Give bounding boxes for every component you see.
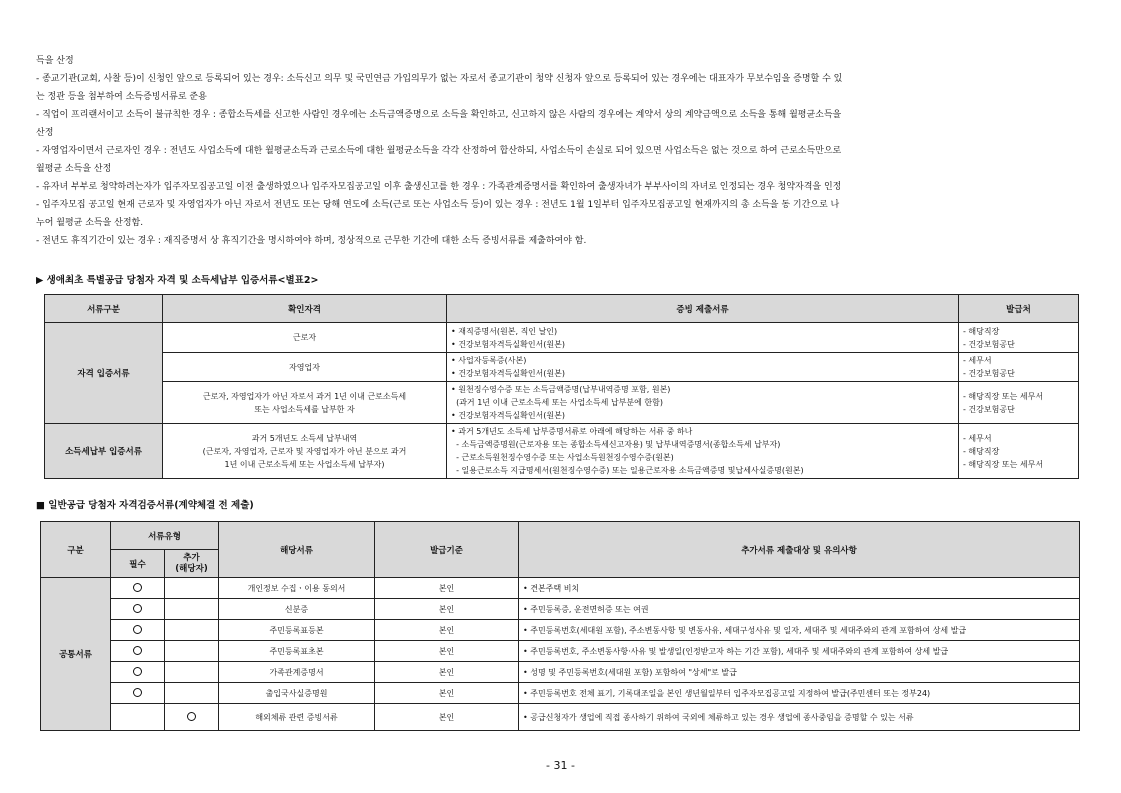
header-basis: 발급기준 [375,522,519,578]
required-mark [111,683,165,704]
note-cell: • 주민등록번호, 주소변동사항·사유 및 발생일(인정받고자 하는 기간 포함), 세대주 및 세대주와의 관계 포함하여 상세 발급 [519,641,1080,662]
issuer-cell: - 해당직장 또는 세무서 - 건강보험공단 [959,382,1079,424]
proof-docs-cell: • 원천징수영수증 또는 소득금액증명(납부내역증명 포함, 원본) (과거 1년 이내 근로소득세 또는 사업소득세 납부분에 한함) • 건강보험자격득실확인서(원본) [447,382,959,424]
issuer-cell: - 세무서 - 건강보험공단 [959,353,1079,382]
header-document: 해당서류 [219,522,375,578]
circle-mark [133,625,142,634]
required-mark [111,704,165,731]
general-supply-docs-table [40,521,1080,731]
circle-mark [187,712,196,721]
proof-docs-cell: • 재직증명서(원본, 직인 날인) • 건강보험자격득실확인서(원본) [447,323,959,353]
additional-mark [165,578,219,599]
basis-cell: 본인 [375,683,519,704]
note-line: 누어 월평균 소득을 산정함. [36,218,144,228]
note-cell: • 견본주택 비치 [519,578,1080,599]
note-line: - 유자녀 부부로 청약하려는자가 입주자모집공고일 이전 출생하였으나 입주자모집공고일 이후 출생신고를 한 경우 : 가족관계증명서를 확인하여 출생자녀가 부부사이의 자녀로 인정되는 경우 청약자격을 인정 [36,182,842,192]
basis-cell: 본인 [375,641,519,662]
note-line: 득을 산정 [36,56,74,66]
note-line: 월평균 소득을 산정 [36,164,112,174]
required-mark [111,620,165,641]
section2-heading: ■ 일반공급 당첨자 자격검증서류(계약체결 전 제출) [36,500,254,511]
note-cell: • 공급신청자가 생업에 직접 종사하기 위하여 국외에 체류하고 있는 경우 생업에 종사중임을 증명할 수 있는 서류 [519,704,1080,731]
note-cell: • 성명 및 주민등록번호(세대원 포함) 포함하여 "상세"로 발급 [519,662,1080,683]
document-cell: 신분증 [219,599,375,620]
header-proof-docs: 증빙 제출서류 [447,295,959,323]
note-line: - 직업이 프리랜서이고 소득이 불규칙한 경우 : 종합소득세를 신고한 사람인 경우에는 소득금액증명으로 소득을 확인하고, 신고하지 않은 사람의 경우에는 계약서 상의 계약금액으로 소득을 통해 월평균소득을 [36,110,842,120]
document-cell: 주민등록표등본 [219,620,375,641]
note-line: 산정 [36,128,54,138]
additional-mark [165,641,219,662]
basis-cell: 본인 [375,620,519,641]
additional-mark [165,662,219,683]
document-cell: 주민등록표초본 [219,641,375,662]
header-category: 구분 [41,522,111,578]
issuer-cell: - 해당직장 - 건강보험공단 [959,323,1079,353]
qualification-cell: 과거 5개년도 소득세 납부내역 (근로자, 자영업자, 근로자 및 자영업자가 아닌 분으로 과거 1년 이내 근로소득세 또는 사업소득세 납부자) [163,424,447,479]
note-line: - 종교기관(교회, 사찰 등)이 신청인 앞으로 등록되어 있는 경우: 소득신고 의무 및 국민연금 가입의무가 없는 자로서 종교기관이 청약 신청자 앞으로 등록되어 있는 경우에는 대표자가 무보수임을 증명할 수 있 [36,74,843,84]
required-mark [111,641,165,662]
note-line: - 입주자모집 공고일 현재 근로자 및 자영업자가 아닌 자로서 전년도 또는 당해 연도에 소득(근로 또는 사업소득 등)이 있는 경우 : 전년도 1월 1일부터 입주자모집공고일 현재까지의 총 소득을 동 기간으로 나 [36,200,840,210]
header-notes: 추가서류 제출대상 및 유의사항 [519,522,1080,578]
required-mark [111,599,165,620]
document-cell: 해외체류 관련 증빙서류 [219,704,375,731]
additional-mark [165,599,219,620]
header-qualification: 확인자격 [163,295,447,323]
note-cell: • 주민등록번호 전체 표기, 기록대조일을 본인 생년월일부터 입주자모집공고일 지정하여 발급(주민센터 또는 정부24) [519,683,1080,704]
group-income-tax-docs: 소득세납부 입증서류 [45,424,163,479]
basis-cell: 본인 [375,599,519,620]
qualification-cell: 자영업자 [163,353,447,382]
additional-mark [165,683,219,704]
group-qualification-docs: 자격 입증서류 [45,323,163,424]
note-cell: • 주민등록번호(세대원 포함), 주소변동사항 및 변동사유, 세대구성사유 및 일자, 세대주 및 세대주와의 관계 포함하여 상세 발급 [519,620,1080,641]
proof-docs-cell: • 사업자등록증(사본) • 건강보험자격득실확인서(원본) [447,353,959,382]
circle-mark [133,688,142,697]
required-mark [111,578,165,599]
basis-cell: 본인 [375,662,519,683]
proof-docs-cell: • 과거 5개년도 소득세 납부증명서류로 아래에 해당하는 서류 중 하나 - 소득금액증명원(근로자용 또는 종합소득세신고자용) 및 납부내역증명서(종합소득세 납부자) - 근로소득원천징수영수증 또는 사업소득원천징수영수증(원본) - 일용근로소득 지급명세서(원천징수영수증) 또는 일용근로자용 소득금액증명 및납세사실증명(원본) [447,424,959,479]
first-home-docs-table [44,294,1079,479]
note-line: - 자영업자이면서 근로자인 경우 : 전년도 사업소득에 대한 월평균소득과 근로소득에 대한 월평균소득을 각각 산정하여 합산하되, 사업소득이 손실로 되어 있으면 사업소득은 없는 것으로 하여 근로소득만으로 [36,146,842,156]
note-line: - 전년도 휴직기간이 있는 경우 : 재직증명서 상 휴직기간을 명시하여야 하며, 정상적으로 근무한 기간에 대한 소득 증빙서류를 제출하여야 함. [36,236,587,246]
qualification-cell: 근로자, 자영업자가 아닌 자로서 과거 1년 이내 근로소득세 또는 사업소득세를 납부한 자 [163,382,447,424]
document-cell: 출입국사실증명원 [219,683,375,704]
section1-heading: ▶ 생애최초 특별공급 당첨자 자격 및 소득세납부 입증서류<별표2> [36,275,319,286]
basis-cell: 본인 [375,704,519,731]
issuer-cell: - 세무서 - 해당직장 - 해당직장 또는 세무서 [959,424,1079,479]
header-additional: 추가 (해당자) [165,550,219,578]
page-number: - 31 - [546,759,575,772]
header-doc-category: 서류구분 [45,295,163,323]
note-line: 는 정관 등을 첨부하여 소득증빙서류로 준용 [36,92,207,102]
header-required: 필수 [111,550,165,578]
additional-mark [165,620,219,641]
note-cell: • 주민등록증, 운전면허증 또는 여권 [519,599,1080,620]
additional-mark [165,704,219,731]
document-cell: 가족관계증명서 [219,662,375,683]
required-mark [111,662,165,683]
circle-mark [133,604,142,613]
circle-mark [133,646,142,655]
header-issuer: 발급처 [959,295,1079,323]
group-common-docs: 공통서류 [41,578,111,731]
qualification-cell: 근로자 [163,323,447,353]
basis-cell: 본인 [375,578,519,599]
header-doc-type: 서류유형 [111,522,219,550]
circle-mark [133,583,142,592]
document-cell: 개인정보 수집ㆍ이용 동의서 [219,578,375,599]
eligibility-notes [36,52,1086,250]
circle-mark [133,667,142,676]
